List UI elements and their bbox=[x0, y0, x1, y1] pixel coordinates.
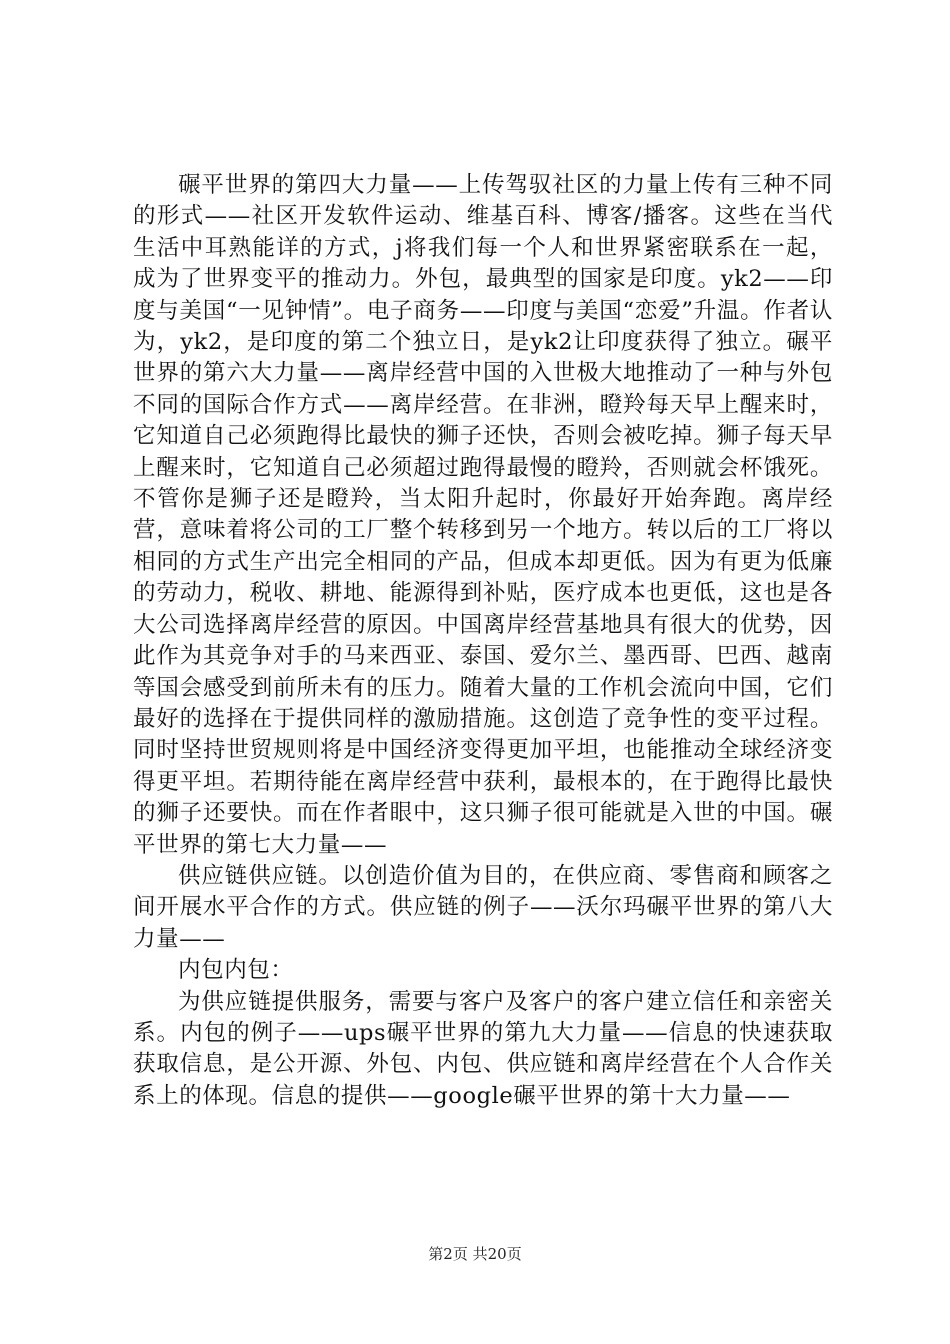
paragraph-2: 供应链供应链。以创造价值为目的，在供应商、零售商和顾客之间开展水平合作的方式。供应链的例子——沃尔玛碾平世界的第八大力量—— bbox=[133, 862, 833, 952]
paragraph-3: 内包内包： bbox=[178, 957, 294, 984]
paragraph-1: 碾平世界的第四大力量——上传驾驭社区的力量上传有三种不同的形式——社区开发软件运动、维基百科、博客/播客。这些在当代生活中耳熟能详的方式，j将我们每一个人和世界紧密联系在一起，成为了世界变平的推动力。外包，最典型的国家是印度。yk2——印度与美国“一见钟情”。电子商务——印度与美国“恋爱”升温。作者认为，yk2，是印度的第二个独立日，是yk2让印度获得了独立。碾平世界的第六大力量——离岸经营中国的入世极大地推动了一种与外包不同的国际合作方式——离岸经营。在非洲，瞪羚每天早上醒来时，它知道自己必须跑得比最快的狮子还快，否则会被吃掉。狮子每天早上醒来时，它知道自己必须超过跑得最慢的瞪羚，否则就会杯饿死。不管你是狮子还是瞪羚，当太阳升起时，你最好开始奔跑。离岸经营，意味着将公司的工厂整个转移到另一个地方。转以后的工厂将以相同的方式生产出完全相同的产品，但成本却更低。因为有更为低廉的劳动力，税收、耕地、能源得到补贴，医疗成本也更低，这也是各大公司选择离岸经营的原因。中国离岸经营基地具有很大的优势，因此作为其竞争对手的马来西亚、泰国、爱尔兰、墨西哥、巴西、越南等国会感受到前所未有的压力。随着大量的工作机会流向中国，它们最好的选择在于提供同样的激励措施。这创造了竞争性的变平过程。同时坚持世贸规则将是中国经济变得更加平坦，也能推动全球经济变得更平坦。若期待能在离岸经营中获利，最根本的，在于跑得比最快的狮子还要快。而在作者眼中，这只狮子很可能就是入世的中国。碾平世界的第七大力量—— bbox=[133, 172, 833, 858]
page-footer: 第2页 共20页 bbox=[428, 1245, 522, 1263]
paragraph-4: 为供应链提供服务，需要与客户及客户的客户建立信任和亲密关系。内包的例子——ups碾平世界的第九大力量——信息的快速获取获取信息，是公开源、外包、内包、供应链和离岸经营在个人合作关系上的体现。信息的提供——google碾平世界的第十大力量—— bbox=[133, 988, 833, 1109]
document-body bbox=[133, 170, 833, 1112]
